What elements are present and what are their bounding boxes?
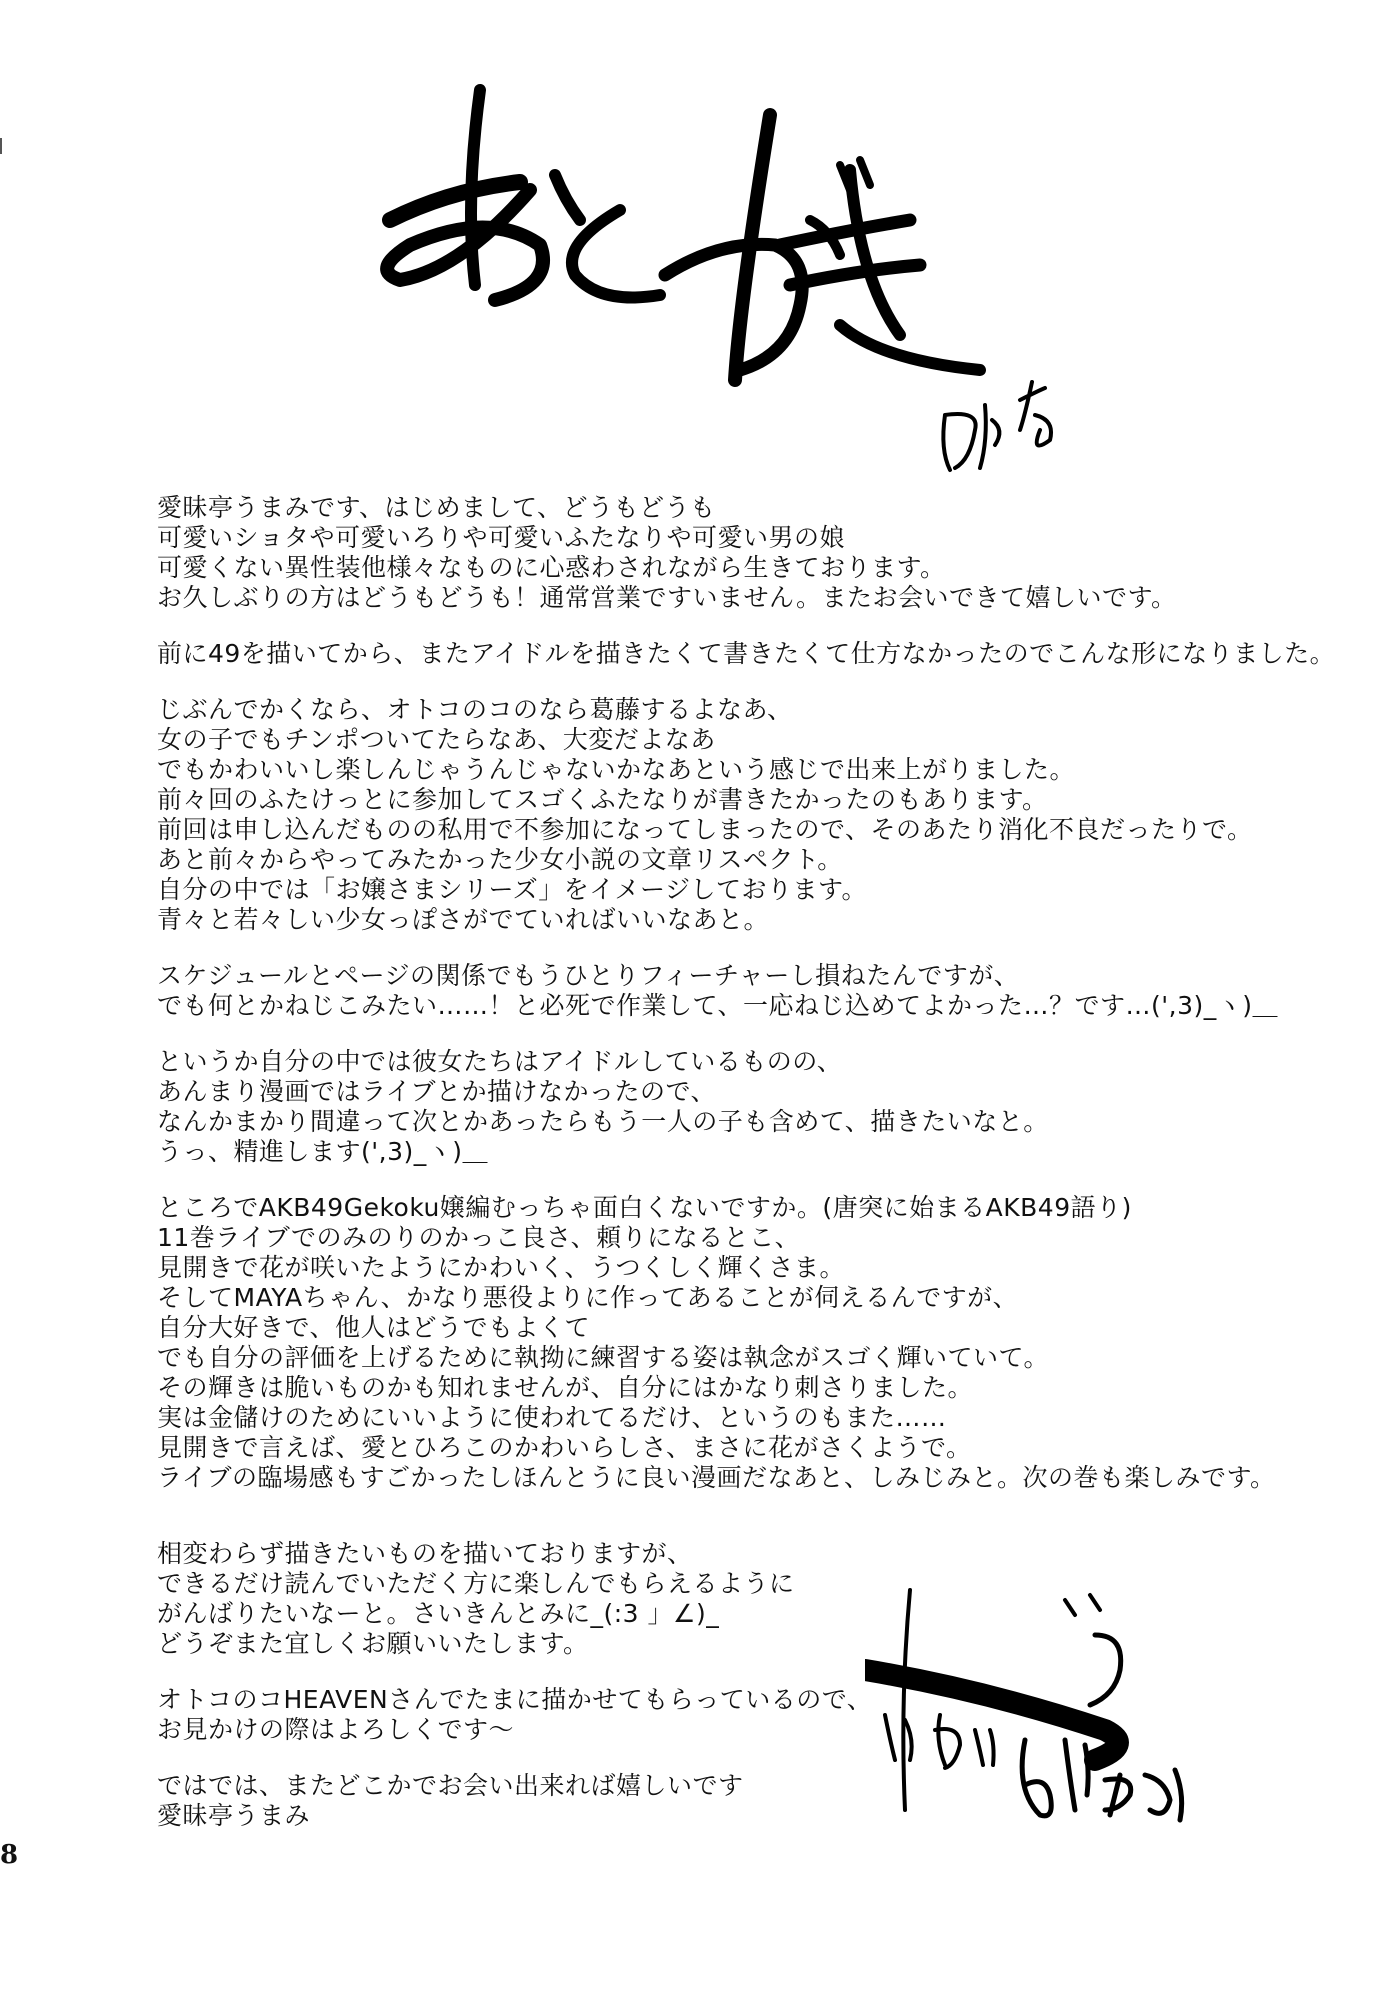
text-line: でもかわいいし楽しんじゃうんじゃないかなあという感じで出来上がりました。 <box>157 755 1076 784</box>
text-line: 実は金儲けのためにいいように使われてるだけ、というのもまた…… <box>157 1403 947 1432</box>
text-line: できるだけ読んでいただく方に楽しんでもらえるように <box>157 1569 795 1598</box>
paragraph-motivation <box>157 639 1336 669</box>
paragraph-concept <box>157 695 1297 935</box>
text-line: がんばりたいなーと。さいきんとみに_(:3 」∠)_ <box>157 1599 720 1628</box>
text-line: スケジュールとページの関係でもうひとりフィーチャーし損ねたんですが、 <box>157 961 1020 990</box>
text-line: 可愛くない異性装他様々なものに心惑わされながら生きております。 <box>157 553 946 582</box>
text-line: ではでは、またどこかでお会い出来れば嬉しいです <box>157 1771 744 1800</box>
text-line: その輝きは脆いものかも知れませんが、自分にはかなり刺さりました。 <box>157 1373 974 1402</box>
text-line: 見開きで花が咲いたようにかわいく、うつくしく輝くさま。 <box>157 1253 846 1282</box>
text-line: お見かけの際はよろしくです～ <box>157 1715 515 1744</box>
text-line: 可愛いショタや可愛いろりや可愛いふたなりや可愛い男の娘 <box>157 523 846 552</box>
text-line: そしてMAYAちゃん、かなり悪役よりに作ってあることが伺えるんですが、 <box>157 1283 1019 1312</box>
handwritten-title-art <box>380 70 1060 490</box>
text-line: なんかまかり間違って次とかあったらもう一人の子も含めて、描きたいなと。 <box>157 1107 1049 1136</box>
paragraph-akb49 <box>157 1193 1297 1493</box>
text-line: というか自分の中では彼女たちはアイドルしているものの、 <box>157 1047 843 1076</box>
text-line: 女の子でもチンポついてたらなあ、大変だよなあ <box>157 725 716 754</box>
text-line: でも自分の評価を上げるために執拗に練習する姿は執念がスゴく輝いていて。 <box>157 1343 1050 1372</box>
text-line: ライブの臨場感もすごかったしほんとうに良い漫画だなあと、しみじみと。次の巻も楽しみです。 <box>157 1463 1276 1492</box>
text-line: 前回は申し込んだものの私用で不参加になってしまったので、そのあたり消化不良だったりで。 <box>157 815 1253 844</box>
text-line: 自分大好きで、他人はどうでもよくて <box>157 1313 591 1342</box>
paragraph-greeting <box>157 493 1297 613</box>
text-line: うっ、精進します(',3)_ヽ)＿ <box>157 1137 488 1166</box>
text-line: お久しぶりの方はどうもどうも！通常営業ですいません。またお会いできて嬉しいです。 <box>157 583 1177 612</box>
text-line: オトコのコHEAVENさんでたまに描かせてもらっているので、 <box>157 1685 873 1714</box>
text-line: 見開きで言えば、愛とひろこのかわいらしさ、まさに花がさくようで。 <box>157 1433 972 1462</box>
text-line: どうぞまた宜しくお願いいたします。 <box>157 1629 589 1658</box>
text-line: 前々回のふたけっとに参加してスゴくふたなりが書きたかったのもあります。 <box>157 785 1048 814</box>
text-line: ところでAKB49Gekoku嬢編むっちゃ面白くないですか。(唐突に始まるAKB49語り) <box>157 1193 1132 1222</box>
handwritten-signature <box>865 1580 1195 1840</box>
text-line: じぶんでかくなら、オトコのコのなら葛藤するよなあ、 <box>157 695 793 724</box>
signature-art <box>865 1580 1195 1840</box>
text-line: 愛昧亭うまみです、はじめまして、どうもどうも <box>157 493 716 522</box>
paragraph-schedule <box>157 961 1297 1021</box>
text-line: でも何とかねじこみたい……！と必死で作業して、一応ねじ込めてよかった…？です…(',3)_ヽ)＿ <box>157 991 1278 1020</box>
text-line: あんまり漫画ではライブとか描けなかったので、 <box>157 1077 717 1106</box>
handwritten-title <box>380 70 1060 490</box>
margin-mark <box>0 138 6 154</box>
text-line: 自分の中では「お嬢さまシリーズ」をイメージしております。 <box>157 875 868 904</box>
text-line: 前に49を描いてから、またアイドルを描きたくて書きたくて仕方なかったのでこんな形になりました。 <box>157 639 1336 668</box>
page-number: 8 <box>0 1840 19 1870</box>
text-line: 11巻ライブでのみのりのかっこ良さ、頼りになるとこ、 <box>157 1223 801 1252</box>
paragraph-idol <box>157 1047 1297 1167</box>
text-line: 相変わらず描きたいものを描いておりますが、 <box>157 1539 693 1568</box>
text-line: 青々と若々しい少女っぽさがでていればいいなあと。 <box>157 905 770 934</box>
author-name: 愛昧亭うまみ <box>157 1801 311 1830</box>
text-line: あと前々からやってみたかった少女小説の文章リスペクト。 <box>157 845 843 874</box>
